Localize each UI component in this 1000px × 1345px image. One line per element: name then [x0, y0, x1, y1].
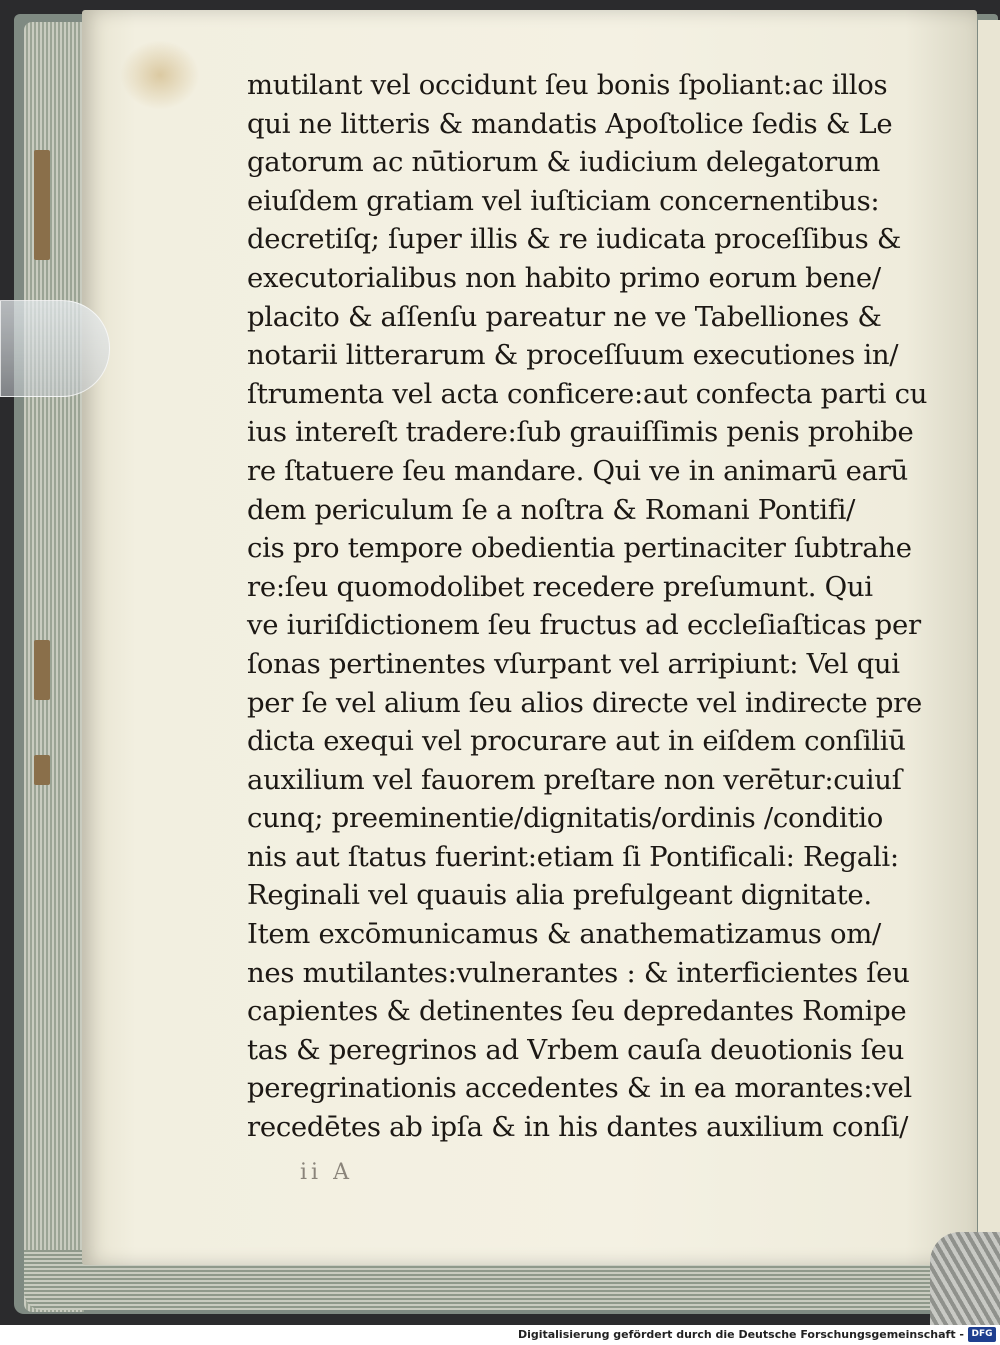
dfg-logo-icon: DFG [968, 1327, 996, 1342]
page-text-block [247, 66, 927, 1147]
text-line: re ſtatuere ſeu mandare. Qui ve in animarū earū [247, 454, 908, 487]
text-line: tas & peregrinos ad Vrbem cauſa deuotionis ſeu [247, 1033, 905, 1066]
text-line: Reginali vel quauis alia prefulgeant dignitate. [247, 879, 872, 912]
facing-page-edge [978, 20, 1000, 1250]
text-line: cunq; preeminentie/dignitatis/ordinis /conditio [247, 802, 883, 835]
text-line: Item excōmunicamus & anathematizamus om/ [247, 918, 881, 951]
text-line: executorialibus non habito primo eorum bene/ [247, 261, 881, 294]
text-line: nes mutilantes:vulnerantes : & interficientes ſeu [247, 956, 910, 989]
text-line: dicta exequi vel procurare aut in eiſdem conſiliū [247, 725, 906, 758]
page-stain [120, 40, 200, 110]
page-tab-mark [34, 755, 50, 785]
text-line: per ſe vel alium ſeu alios directe vel indirecte pre [247, 686, 922, 719]
text-line: eiuſdem gratiam vel iuſticiam concernentibus: [247, 184, 880, 217]
text-line: ſonas pertinentes vſurpant vel arripiunt: Vel qui [247, 647, 900, 680]
text-line: qui ne litteris & mandatis Apoſtolice ſedis & Le [247, 107, 893, 140]
text-line: recedētes ab ipſa & in his dantes auxilium conſi/ [247, 1111, 909, 1144]
plastic-page-clip [0, 300, 110, 397]
signature-mark: ii A [300, 1160, 353, 1185]
text-line: peregrinationis accedentes & in ea morantes:vel [247, 1072, 912, 1105]
text-line: capientes & detinentes ſeu depredantes Romipe [247, 995, 907, 1028]
text-line: gatorum ac nūtiorum & iudicium delegatorum [247, 146, 881, 179]
text-line: placito & aſſenſu pareatur ne ve Tabelliones & [247, 300, 882, 333]
text-line: auxilium vel fauorem preſtare non verētur:cuiuſ [247, 763, 902, 796]
text-line: notarii litterarum & proceſſuum executiones in/ [247, 339, 899, 372]
text-line: decretiſq; ſuper illis & re iudicata proceſſibus & [247, 223, 902, 256]
page-tab-mark [34, 150, 50, 260]
spine-binding [930, 1232, 1000, 1325]
credit-text: Digitalisierung gefördert durch die Deutsche Forschungsgemeinschaft - [517, 1328, 964, 1341]
text-line: ſtrumenta vel acta conficere:aut confecta parti cu [247, 377, 928, 410]
text-line: dem periculum ſe a noſtra & Romani Pontifi/ [247, 493, 856, 526]
text-line: mutilant vel occidunt ſeu bonis ſpoliant:ac illos [247, 69, 888, 101]
page-tab-mark [34, 640, 50, 700]
credit-bar [0, 1325, 1000, 1345]
page-edges-left [24, 22, 84, 1312]
text-line: nis aut ſtatus fuerint:etiam ſi Pontificali: Regali: [247, 840, 899, 873]
text-line: ius intereſt tradere:ſub grauiſſimis penis prohibe [247, 416, 914, 449]
text-line: ve iuriſdictionem ſeu fructus ad eccleſiaſticas per [247, 609, 921, 642]
text-line: re:ſeu quomodolibet recedere preſumunt. Qui [247, 570, 873, 603]
text-line: cis pro tempore obedientia pertinaciter ſubtrahe [247, 532, 912, 565]
